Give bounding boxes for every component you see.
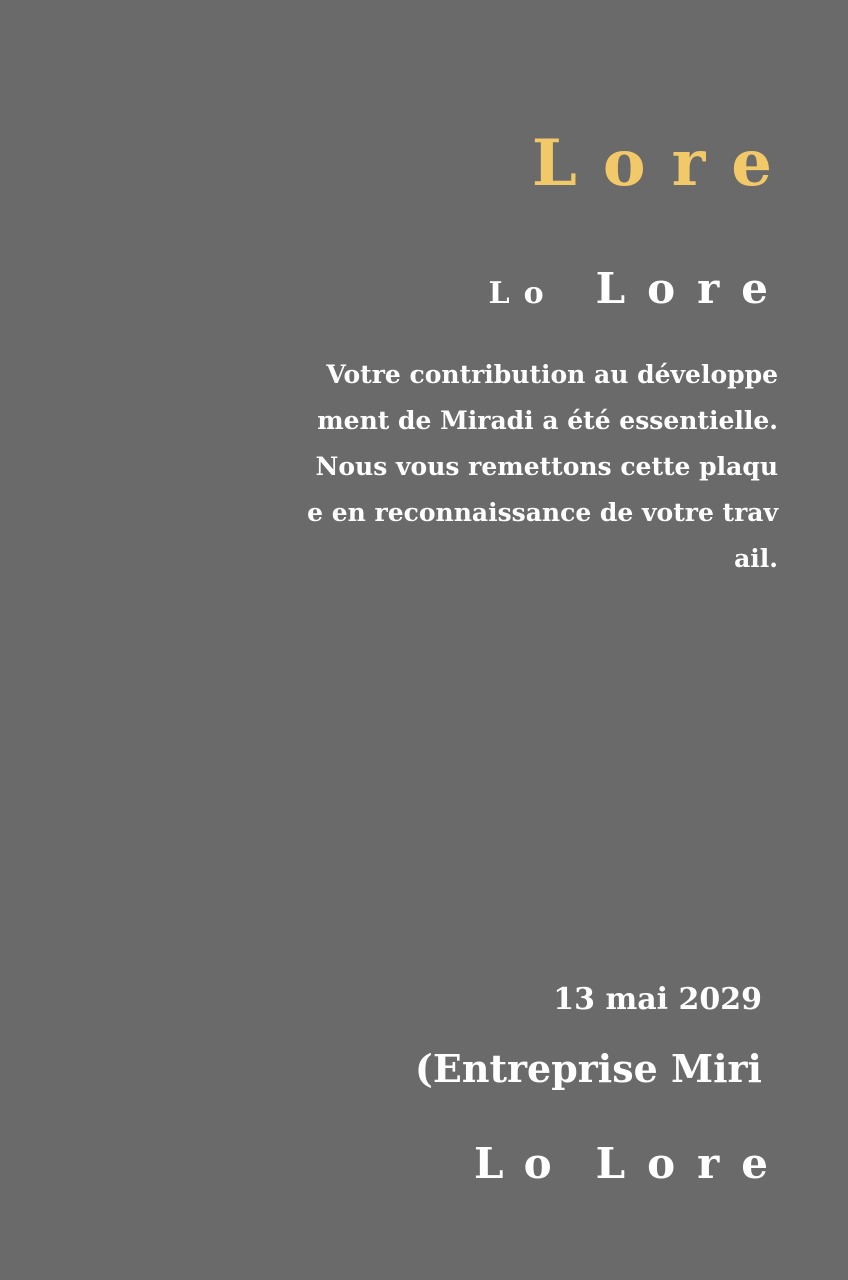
- recognition-message: [278, 352, 778, 582]
- recipient-last-name: Lore: [595, 264, 790, 313]
- recipient-first-name: Lo: [488, 276, 558, 311]
- signature-first-name: Lo: [474, 1139, 572, 1188]
- signature-name: [474, 1139, 790, 1188]
- message-line: Votre contribution au développe: [326, 360, 778, 389]
- award-date: 13 mai 2029: [553, 982, 762, 1017]
- recipient-name: [488, 264, 790, 313]
- message-line: ment de Miradi a été essentielle.: [317, 406, 778, 435]
- message-line: ail.: [734, 544, 778, 573]
- message-line: e en reconnaissance de votre trav: [307, 498, 778, 527]
- plaque-title: Lore: [531, 126, 798, 201]
- signature-last-name: Lore: [595, 1139, 790, 1188]
- message-line: Nous vous remettons cette plaqu: [315, 452, 778, 481]
- company-name: (Entreprise Miri: [414, 1046, 762, 1091]
